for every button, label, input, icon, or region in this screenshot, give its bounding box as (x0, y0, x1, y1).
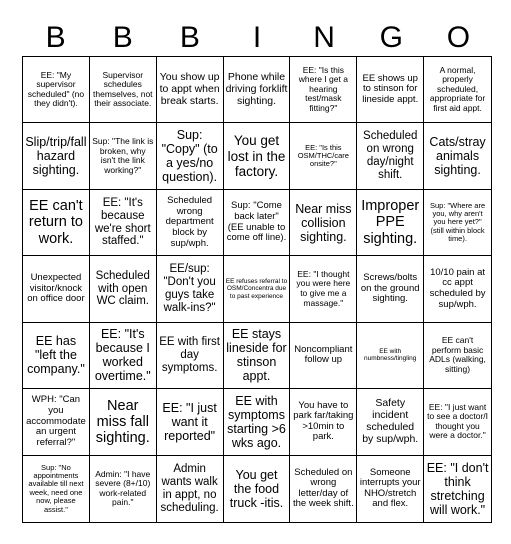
bingo-cell[interactable]: Scheduled on wrong day/night shift. (357, 123, 424, 189)
bingo-cell[interactable]: EE: "I just want it reported" (157, 389, 224, 455)
header-letter: G (379, 21, 403, 54)
bingo-cell[interactable]: EE shows up to stinson for lineside appt. (357, 57, 424, 123)
bingo-cell[interactable]: A normal, properly scheduled, appropriate for first aid appt. (424, 57, 491, 123)
bingo-cell[interactable]: You show up to appt when break starts. (157, 57, 224, 123)
bingo-cell[interactable]: Cats/stray animals sighting. (424, 123, 491, 189)
bingo-cell[interactable]: EE: "It's because I worked overtime." (90, 323, 157, 389)
bingo-cell[interactable]: Safety incident scheduled by sup/wph. (357, 389, 424, 455)
bingo-cell[interactable]: EE/sup: "Don't you guys take walk-ins?" (157, 256, 224, 322)
bingo-cell[interactable]: EE: "I thought you were here to give me a massage." (290, 256, 357, 322)
bingo-cell[interactable]: Phone while driving forklift sighting. (224, 57, 291, 123)
header-letter: I (252, 21, 262, 54)
bingo-cell[interactable]: Sup: "Come back later" (EE unable to come off line). (224, 190, 291, 256)
bingo-cell[interactable]: You get the food truck -itis. (224, 456, 291, 522)
bingo-cell[interactable]: Screws/bolts on the ground sighting. (357, 256, 424, 322)
bingo-cell[interactable]: EE can't return to work. (23, 190, 90, 256)
bingo-cell[interactable]: EE with first day symptoms. (157, 323, 224, 389)
bingo-header (22, 18, 492, 58)
bingo-cell[interactable]: EE can't perform basic ADLs (walking, sitting) (424, 323, 491, 389)
bingo-cell[interactable]: You have to park far/taking >10min to park. (290, 389, 357, 455)
bingo-cell[interactable]: EE with symptoms starting >6 wks ago. (224, 389, 291, 455)
bingo-cell[interactable]: Sup: "The link is broken, why isn't the link working?" (90, 123, 157, 189)
bingo-cell[interactable]: Someone interrupts your NHO/stretch and flex. (357, 456, 424, 522)
bingo-cell[interactable]: You get lost in the factory. (224, 123, 291, 189)
header-letter: B (112, 21, 133, 54)
bingo-cell[interactable]: EE refuses referral to OSM/Concentra due to past experience (224, 256, 291, 322)
bingo-cell[interactable]: Slip/trip/fall hazard sighting. (23, 123, 90, 189)
bingo-cell[interactable]: Near miss collision sighting. (290, 190, 357, 256)
bingo-cell[interactable]: 10/10 pain at cc appt scheduled by sup/wph. (424, 256, 491, 322)
bingo-cell[interactable]: EE: "Is this OSM/THC/care onsite?" (290, 123, 357, 189)
bingo-cell[interactable]: Near miss fall sighting. (90, 389, 157, 455)
header-letter: B (45, 21, 66, 54)
bingo-cell[interactable]: Sup: "No appointments available till next week, need one now, please assist." (23, 456, 90, 522)
bingo-cell[interactable]: EE: "It's because we're short staffed." (90, 190, 157, 256)
bingo-cell[interactable]: Sup: "Where are you, why aren't you here yet?" (still within block time). (424, 190, 491, 256)
header-letter: O (446, 21, 471, 54)
bingo-cell[interactable]: Sup: "Copy" (to a yes/no question). (157, 123, 224, 189)
bingo-cell[interactable]: Admin wants walk in appt, no scheduling. (157, 456, 224, 522)
bingo-cell[interactable]: Unexpected visitor/knock on office door (23, 256, 90, 322)
bingo-grid (22, 56, 492, 523)
bingo-cell[interactable]: Supervisor schedules themselves, not their associate. (90, 57, 157, 123)
bingo-cell[interactable]: Admin: "I have severe (8+/10) work-related pain." (90, 456, 157, 522)
bingo-cell[interactable]: WPH: "Can you accommodate an urgent referral?" (23, 389, 90, 455)
bingo-cell[interactable]: EE: "I don't think stretching will work." (426, 460, 489, 517)
bingo-cell[interactable]: EE: "My supervisor scheduled" (no they didn't). (23, 57, 90, 123)
bingo-cell[interactable]: Noncompliant follow up (290, 323, 357, 389)
header-letter: B (179, 21, 200, 54)
bingo-cell[interactable]: Improper PPE sighting. (357, 190, 424, 256)
header-letter: N (313, 21, 335, 54)
bingo-cell[interactable]: EE stays lineside for stinson appt. (224, 323, 291, 389)
bingo-cell[interactable]: EE has "left the company." (23, 323, 90, 389)
bingo-cell[interactable]: Scheduled on wrong letter/day of the week shift. (290, 456, 357, 522)
bingo-cell[interactable]: EE: "I just want to see a doctor/I thought you were a doctor." (424, 389, 491, 455)
bingo-cell[interactable]: Scheduled with open WC claim. (90, 256, 157, 322)
bingo-cell[interactable]: EE: "Is this where I get a hearing test/mask fitting?" (290, 57, 357, 123)
bingo-cell[interactable]: EE with numbness/tingling (357, 323, 424, 389)
bingo-cell[interactable]: Scheduled wrong department block by sup/wph. (157, 190, 224, 256)
